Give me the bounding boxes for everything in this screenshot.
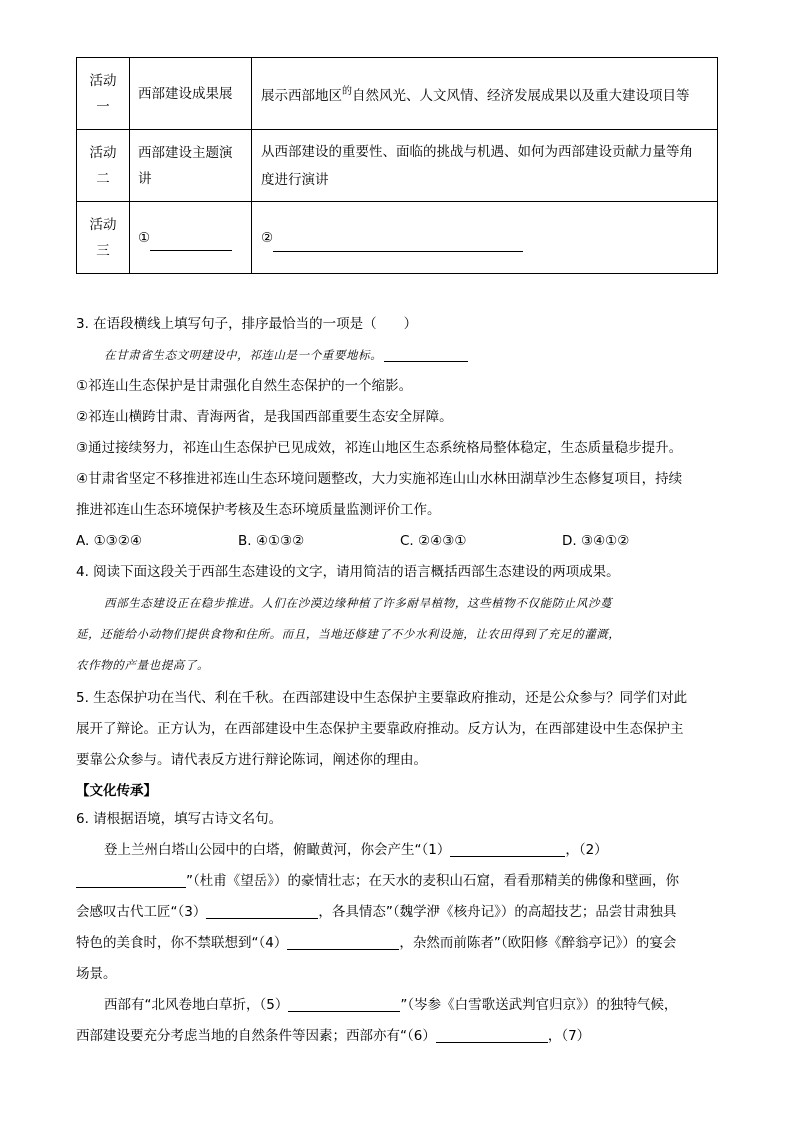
- answer-blank-1[interactable]: [450, 838, 565, 857]
- answer-blank-2[interactable]: [76, 869, 186, 888]
- text: 会感叹古代工匠“（3）: [76, 904, 207, 920]
- answer-blank-6[interactable]: [436, 1024, 548, 1043]
- text: 西部建设要充分考虑当地的自然条件等因素；西部亦有“（6）: [76, 1028, 436, 1044]
- activity-name-cell: [77, 130, 130, 202]
- activity-number: 二: [96, 170, 110, 187]
- text: ”（杜甫《望岳》）的豪情壮志；在天水的麦积山石窟，看看那精美的佛像和壁画，你: [186, 873, 679, 889]
- theme-line: 西部建设主题演: [138, 144, 233, 161]
- activity-name-cell: 活动 一: [77, 58, 130, 130]
- activity-name: 活动: [89, 216, 117, 233]
- fill-line: [76, 835, 724, 866]
- content-line: 从西部建设的重要性、面临的挑战与机遇、如何为西部建设贡献力量等角: [261, 143, 693, 160]
- activity-table: [76, 57, 718, 274]
- blank-theme-cell: [130, 202, 252, 274]
- content-line: 度进行演讲: [261, 171, 329, 188]
- text: ”（岑参《白雪歌送武判官归京》）的独特气候，: [400, 997, 678, 1013]
- fill-line: 场景。: [76, 966, 117, 982]
- question-stem: 4. 阅读下面这段关于西部生态建设的文字，请用简洁的语言概括西部生态建设的两项成果。: [76, 564, 620, 580]
- choice-a[interactable]: A. ①③②④: [76, 533, 142, 549]
- activity-content-cell: [252, 58, 718, 130]
- fill-line: [76, 928, 724, 959]
- choice-options: [76, 526, 724, 557]
- question-line: 5. 生态保护功在当代、利在千秋。在西部建设中生态保护主要靠政府推动，还是公众参与？同学们对此: [76, 690, 688, 706]
- text: 登上兰州白塔山公园中的白塔，俯瞰黄河，你会产生“（1）: [104, 842, 451, 858]
- passage-line: 农作物的产量也提高了。: [76, 658, 210, 672]
- text: 特色的美食时，你不禁联想到“（4）: [76, 935, 288, 951]
- activity-name: 活动: [89, 72, 117, 89]
- table-row: [77, 58, 718, 130]
- activity-number: 三: [96, 242, 110, 259]
- choice-c[interactable]: C. ②④③①: [400, 533, 467, 549]
- sentence-option: ③通过接续努力，祁连山生态保护已见成效，祁连山地区生态系统格局整体稳定，生态质量稳步提升。: [76, 440, 683, 456]
- fill-line: [76, 897, 724, 928]
- activity-theme-cell: [130, 130, 252, 202]
- theme-line: 讲: [138, 170, 152, 187]
- answer-blank-4[interactable]: [287, 931, 399, 950]
- question-stem: 6. 请根据语境，填写古诗文名句。: [76, 811, 283, 827]
- activity-name: 活动: [89, 144, 117, 161]
- question-5: [76, 683, 724, 807]
- blank-marker: ①: [138, 229, 151, 246]
- fill-line: [76, 1021, 724, 1052]
- blank-content-cell: [252, 202, 718, 274]
- text: ，各具情态”（魏学洢《核舟记》）的高超技艺；品尝甘肃独具: [318, 904, 677, 920]
- content-text: 展示西部地区: [261, 87, 342, 104]
- activity-content-cell: [252, 130, 718, 202]
- answer-blank[interactable]: [273, 237, 523, 252]
- answer-blank-3[interactable]: [206, 900, 318, 919]
- question-line: 展开了辩论。正方认为，在西部建设中生态保护主要靠政府推动。反方认为，在西部建设中生态保护主: [76, 721, 684, 737]
- sentence-option: ②祁连山横跨甘肃、青海两省，是我国西部重要生态安全屏障。: [76, 409, 453, 425]
- question-6: [76, 804, 724, 1052]
- sentence-option: 推进祁连山生态环境保护考核及生态环境质量监测评价工作。: [76, 502, 441, 518]
- sentence-option: ①祁连山生态保护是甘肃强化自然生态保护的一个缩影。: [76, 378, 413, 394]
- choice-b[interactable]: B. ④①③②: [238, 533, 305, 549]
- answer-blank-5[interactable]: [288, 993, 400, 1012]
- activity-theme-cell: 西部建设成果展: [130, 58, 252, 130]
- text: ，杂然而前陈者”（欧阳修《醉翁亭记》）的宴会: [399, 935, 677, 951]
- question-4: [76, 557, 724, 681]
- answer-blank[interactable]: [150, 236, 232, 251]
- text: ，（7）: [547, 1028, 591, 1044]
- table-row: [77, 130, 718, 202]
- blank-marker: ②: [261, 229, 274, 246]
- choice-d[interactable]: D. ③④①②: [562, 533, 630, 549]
- passage: [76, 340, 724, 371]
- table-row: [77, 202, 718, 274]
- fill-line: [76, 990, 724, 1021]
- sentence-option: ④甘肃省坚定不移推进祁连山生态环境问题整改，大力实施祁连山山水林田湖草沙生态修复项目，持续: [76, 471, 683, 487]
- passage-text: 在甘肃省生态文明建设中，祁连山是一个重要地标。: [104, 348, 383, 362]
- question-stem: 3. 在语段横线上填写句子，排序最恰当的一项是（ ）: [76, 316, 418, 332]
- question-3: [76, 309, 724, 557]
- passage-line: 延，还能给小动物们提供食物和住所。而且，当地还修建了不少水利设施，让农田得到了充足的灌溉，: [76, 627, 621, 641]
- question-line: 要靠公众参与。请代表反方进行辩论陈词，阐述你的理由。: [76, 752, 427, 768]
- answer-blank[interactable]: [384, 343, 468, 362]
- text: 西部有“北风卷地白草折，（5）: [104, 997, 289, 1013]
- content-sup: 的: [342, 85, 352, 97]
- fill-line: [76, 866, 724, 897]
- activity-name-cell: [77, 202, 130, 274]
- section-heading: 【文化传承】: [76, 783, 157, 799]
- content-text: 自然风光、人文风情、经济发展成果以及重大建设项目等: [352, 87, 690, 104]
- text: ，（2）: [565, 842, 608, 858]
- passage-line: 西部生态建设正在稳步推进。人们在沙漠边缘种植了许多耐旱植物，这些植物不仅能防止风沙蔓: [104, 596, 613, 610]
